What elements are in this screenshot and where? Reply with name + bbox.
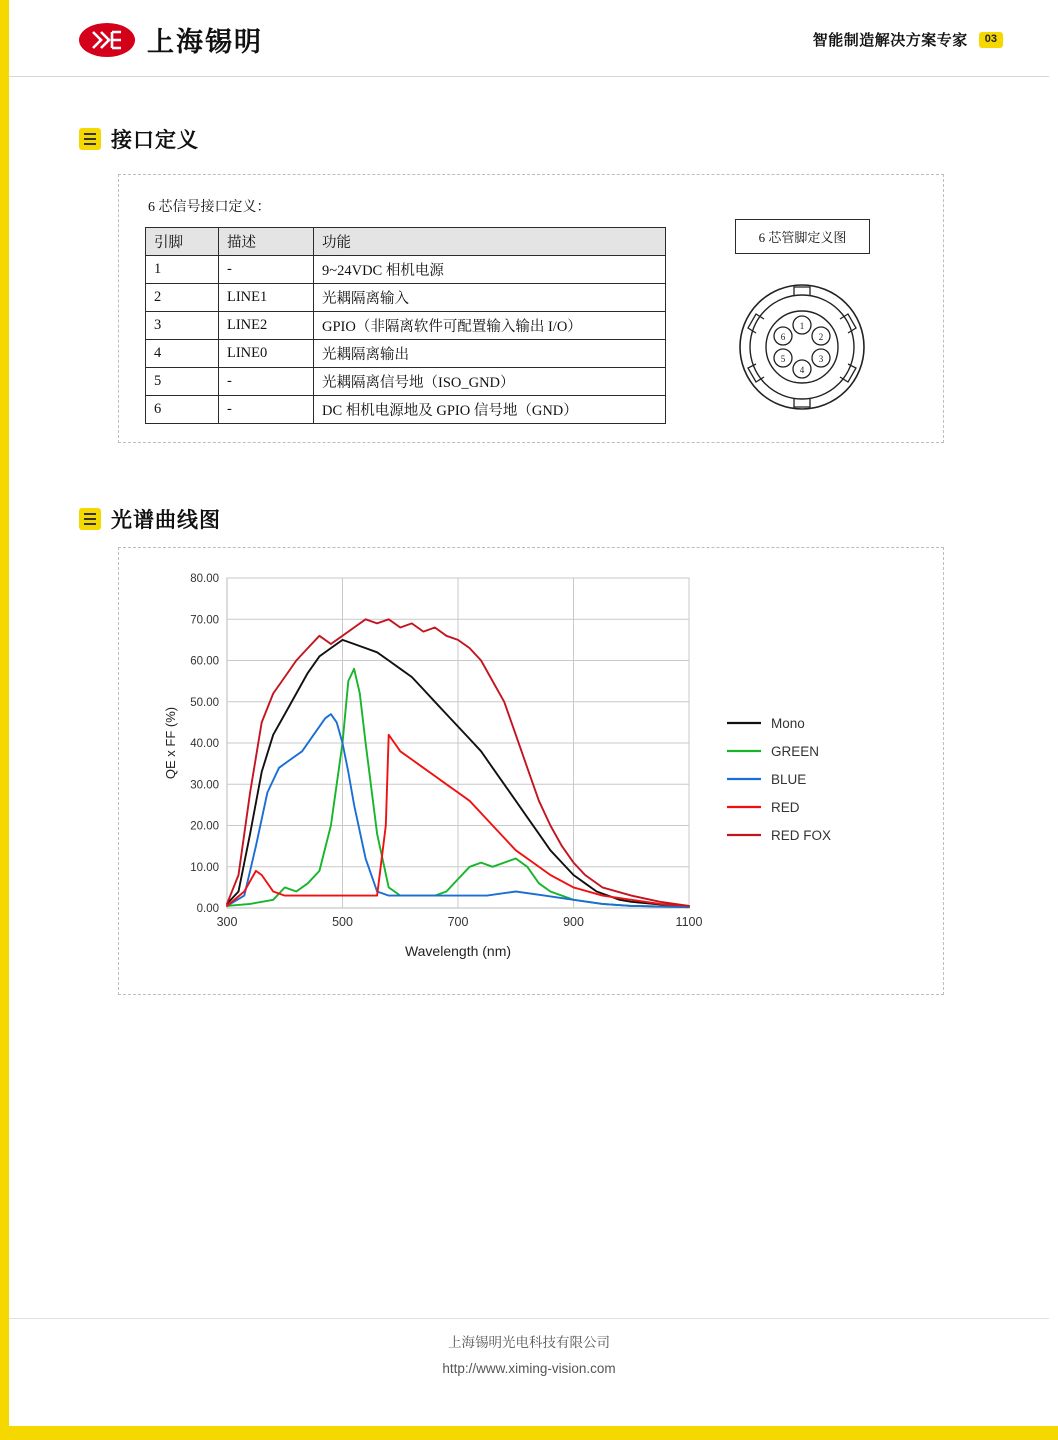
spectral-chart-panel bbox=[118, 547, 944, 995]
page-number-badge: 03 bbox=[979, 32, 1003, 48]
svg-text:80.00: 80.00 bbox=[190, 573, 219, 585]
svg-text:30.00: 30.00 bbox=[190, 779, 219, 792]
table-caption: 6 芯信号接口定义： bbox=[148, 200, 271, 215]
svg-text:70.00: 70.00 bbox=[190, 614, 219, 627]
svg-text:2: 2 bbox=[818, 332, 824, 342]
svg-text:RED FOX: RED FOX bbox=[771, 828, 832, 843]
section-heading-spectral bbox=[79, 504, 221, 534]
section-heading-interface bbox=[79, 124, 199, 154]
cell-function: GPIO（非隔离软件可配置输入输出 I/O） bbox=[314, 312, 666, 340]
bottom-accent-bar bbox=[0, 1426, 1058, 1440]
pin-definition-table bbox=[145, 227, 666, 424]
cell-description: - bbox=[219, 256, 314, 284]
footer-divider bbox=[9, 1318, 1049, 1319]
svg-text:10.00: 10.00 bbox=[190, 861, 219, 874]
svg-text:Mono: Mono bbox=[771, 716, 805, 731]
cell-pin: 3 bbox=[146, 312, 219, 340]
svg-text:5: 5 bbox=[780, 354, 786, 364]
header-tagline: 智能制造解决方案专家 bbox=[812, 32, 968, 49]
cell-description: LINE1 bbox=[219, 284, 314, 312]
cell-description: LINE0 bbox=[219, 340, 314, 368]
table-header-row bbox=[146, 228, 666, 256]
section-title: 接口定义 bbox=[111, 129, 199, 152]
left-accent-bar bbox=[0, 0, 9, 1440]
header-right-group bbox=[813, 29, 1003, 50]
cell-pin: 2 bbox=[146, 284, 219, 312]
cell-description: LINE2 bbox=[219, 312, 314, 340]
logo-company-name: 上海锡明 bbox=[147, 27, 263, 57]
svg-text:4: 4 bbox=[799, 365, 805, 375]
svg-text:6: 6 bbox=[780, 332, 786, 342]
column-header-description: 描述 bbox=[219, 228, 314, 256]
connector-pinout-diagram bbox=[732, 272, 872, 422]
cell-pin: 1 bbox=[146, 256, 219, 284]
footer-company: 上海锡明光电科技有限公司 bbox=[448, 1335, 610, 1350]
svg-text:20.00: 20.00 bbox=[190, 820, 219, 833]
svg-text:3: 3 bbox=[818, 354, 824, 364]
table-row bbox=[146, 284, 666, 312]
table-row bbox=[146, 396, 666, 424]
table-row bbox=[146, 340, 666, 368]
svg-text:0.00: 0.00 bbox=[196, 903, 219, 915]
svg-text:GREEN: GREEN bbox=[771, 744, 820, 759]
column-header-function: 功能 bbox=[314, 228, 666, 256]
svg-text:BLUE: BLUE bbox=[771, 772, 807, 787]
svg-text:QE x FF (%): QE x FF (%) bbox=[163, 706, 178, 780]
connector-diagram-label: 6 芯管脚定义图 bbox=[735, 219, 870, 254]
svg-text:700: 700 bbox=[447, 915, 469, 929]
cell-pin: 4 bbox=[146, 340, 219, 368]
cell-function: DC 相机电源地及 GPIO 信号地（GND） bbox=[314, 396, 666, 424]
svg-text:RED: RED bbox=[771, 800, 800, 815]
svg-text:500: 500 bbox=[332, 915, 353, 929]
section-title: 光谱曲线图 bbox=[111, 509, 221, 532]
svg-text:Wavelength (nm): Wavelength (nm) bbox=[404, 943, 512, 959]
cell-function: 光耦隔离输出 bbox=[314, 340, 666, 368]
footer-website: http://www.ximing-vision.com bbox=[442, 1360, 616, 1376]
page-footer bbox=[0, 1330, 1058, 1381]
table-row bbox=[146, 256, 666, 284]
svg-text:1100: 1100 bbox=[675, 915, 703, 929]
svg-text:1: 1 bbox=[799, 321, 805, 331]
cell-pin: 5 bbox=[146, 368, 219, 396]
cell-description: - bbox=[219, 396, 314, 424]
column-header-pin: 引脚 bbox=[146, 228, 219, 256]
page-header bbox=[9, 0, 1058, 76]
cell-function: 9~24VDC 相机电源 bbox=[314, 256, 666, 284]
spectral-response-chart bbox=[119, 548, 943, 994]
cell-pin: 6 bbox=[146, 396, 219, 424]
svg-text:300: 300 bbox=[216, 915, 238, 929]
svg-text:40.00: 40.00 bbox=[190, 738, 219, 750]
table-row bbox=[146, 368, 666, 396]
logo-icon bbox=[79, 23, 135, 57]
cell-function: 光耦隔离信号地（ISO_GND） bbox=[314, 368, 666, 396]
header-divider bbox=[9, 76, 1049, 77]
svg-text:60.00: 60.00 bbox=[190, 655, 219, 668]
cell-function: 光耦隔离输入 bbox=[314, 284, 666, 312]
list-icon bbox=[79, 508, 101, 530]
cell-description: - bbox=[219, 368, 314, 396]
list-icon bbox=[79, 128, 101, 150]
table-row bbox=[146, 312, 666, 340]
brand-logo bbox=[79, 20, 263, 59]
svg-text:50.00: 50.00 bbox=[190, 696, 219, 709]
svg-text:900: 900 bbox=[563, 915, 584, 929]
